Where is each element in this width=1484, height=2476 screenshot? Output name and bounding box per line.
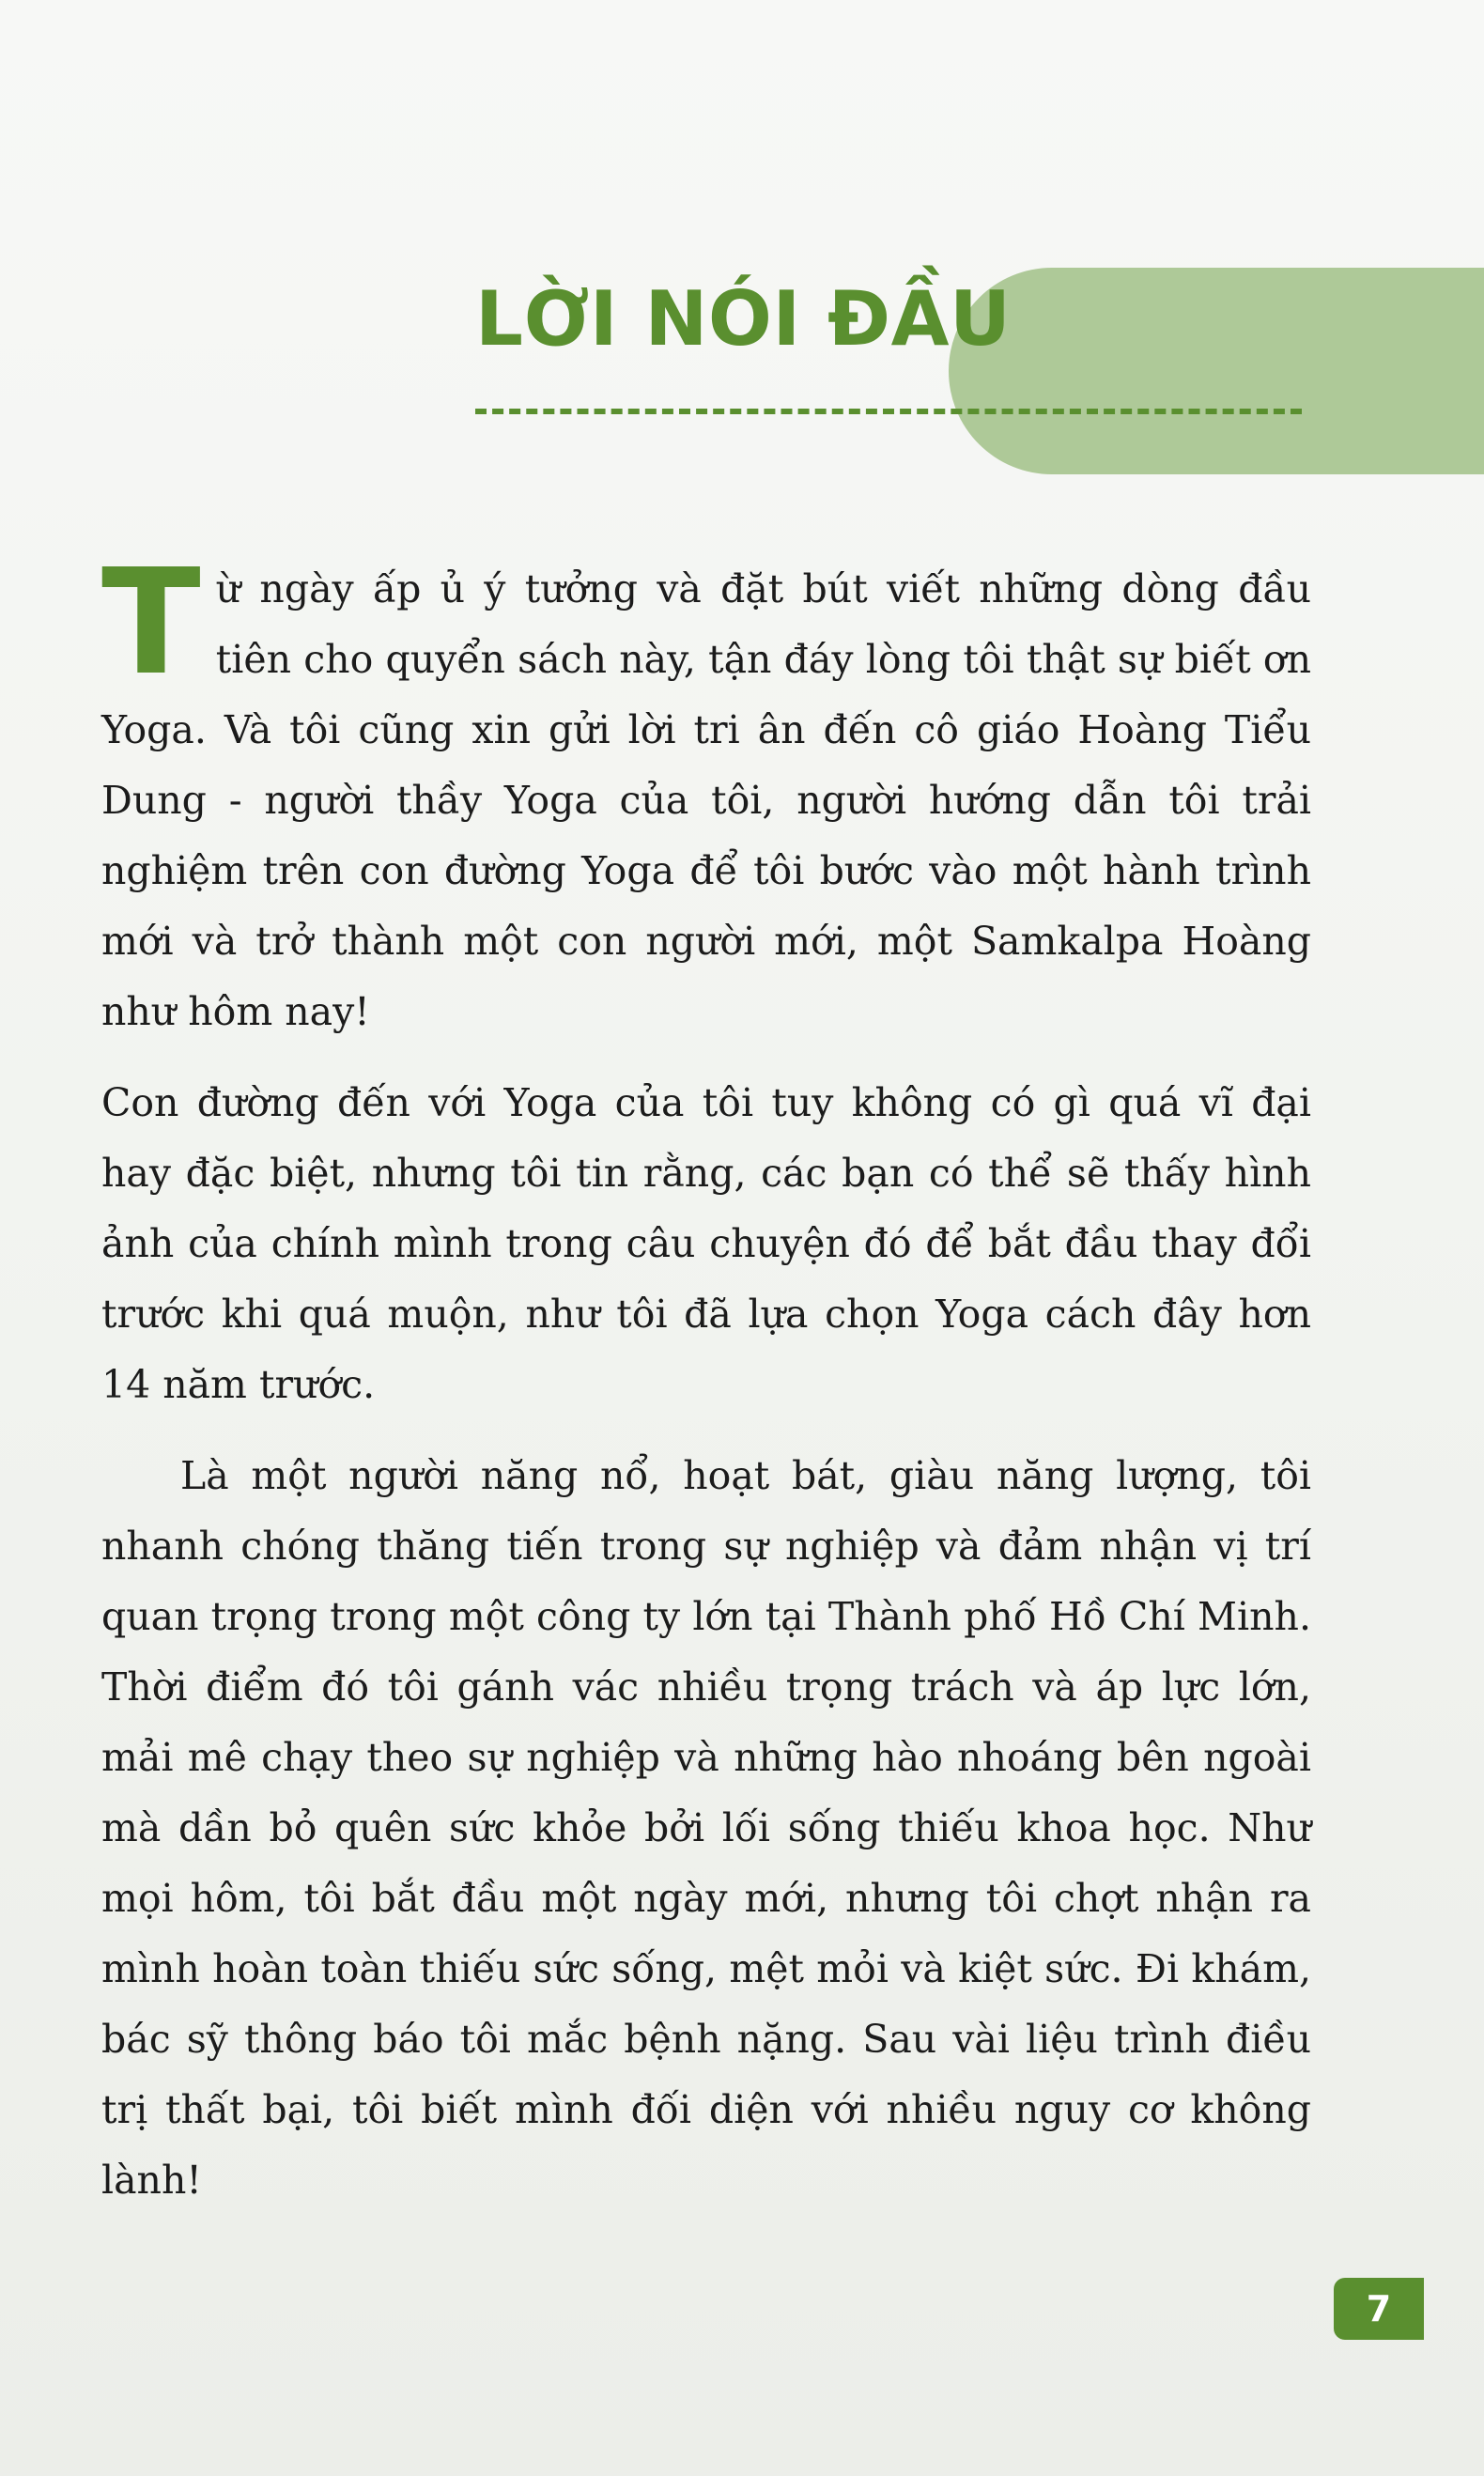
page-title: LỜI NÓI ĐẦU [475, 275, 1012, 363]
page-number-badge [1334, 2278, 1424, 2340]
paragraph-1 [101, 537, 1311, 1047]
paragraph-3: Là một người năng nổ, hoạt bát, giàu năng lượng, tôi nhanh chóng thăng tiến trong sự nghiệp và đảm nhận vị trí quan trọng trong một công ty lớn tại Thành phố Hồ Chí Minh. Thời điểm đó tôi gánh vác nhiều trọng trách và áp lực lớn, mải mê chạy theo sự nghiệp và những hào nhoáng bên ngoài mà dần bỏ quên sức khỏe bởi lối sống thiếu khoa học. Như mọi hôm, tôi bắt đầu một ngày mới, nhưng tôi chợt nhận ra mình hoàn toàn thiếu sức sống, mệt mỏi và kiệt sức. Đi khám, bác sỹ thông báo tôi mắc bệnh nặng. Sau vài liệu trình điều trị thất bại, tôi biết mình đối diện với nhiều nguy cơ không lành! [101, 1453, 1311, 2203]
drop-cap: T [101, 537, 201, 707]
paragraph-1-text: ừ ngày ấp ủ ý tưởng và đặt bút viết những dòng đầu tiên cho quyển sách này, tận đáy lòng tôi thật sự biết ơn Yoga. Và tôi cũng xin gửi lời tri ân đến cô giáo Hoàng Tiểu Dung - người thầy Yoga của tôi, người hướng dẫn tôi trải nghiệm trên con đường Yoga để tôi bước vào một hành trình mới và trở thành một con người mới, một Samkalpa Hoàng như hôm nay! [101, 566, 1311, 1034]
paragraph-2: Con đường đến với Yoga của tôi tuy không có gì quá vĩ đại hay đặc biệt, nhưng tôi tin rằng, các bạn có thể sẽ thấy hình ảnh của chính mình trong câu chuyện đó để bắt đầu thay đổi trước khi quá muộn, như tôi đã lựa chọn Yoga cách đây hơn 14 năm trước. [101, 1080, 1311, 1407]
page-number: 7 [1366, 2288, 1392, 2329]
body-text [101, 537, 1311, 2236]
title-dashed-divider [475, 409, 1302, 414]
chapter-tab-decoration [949, 268, 1484, 474]
